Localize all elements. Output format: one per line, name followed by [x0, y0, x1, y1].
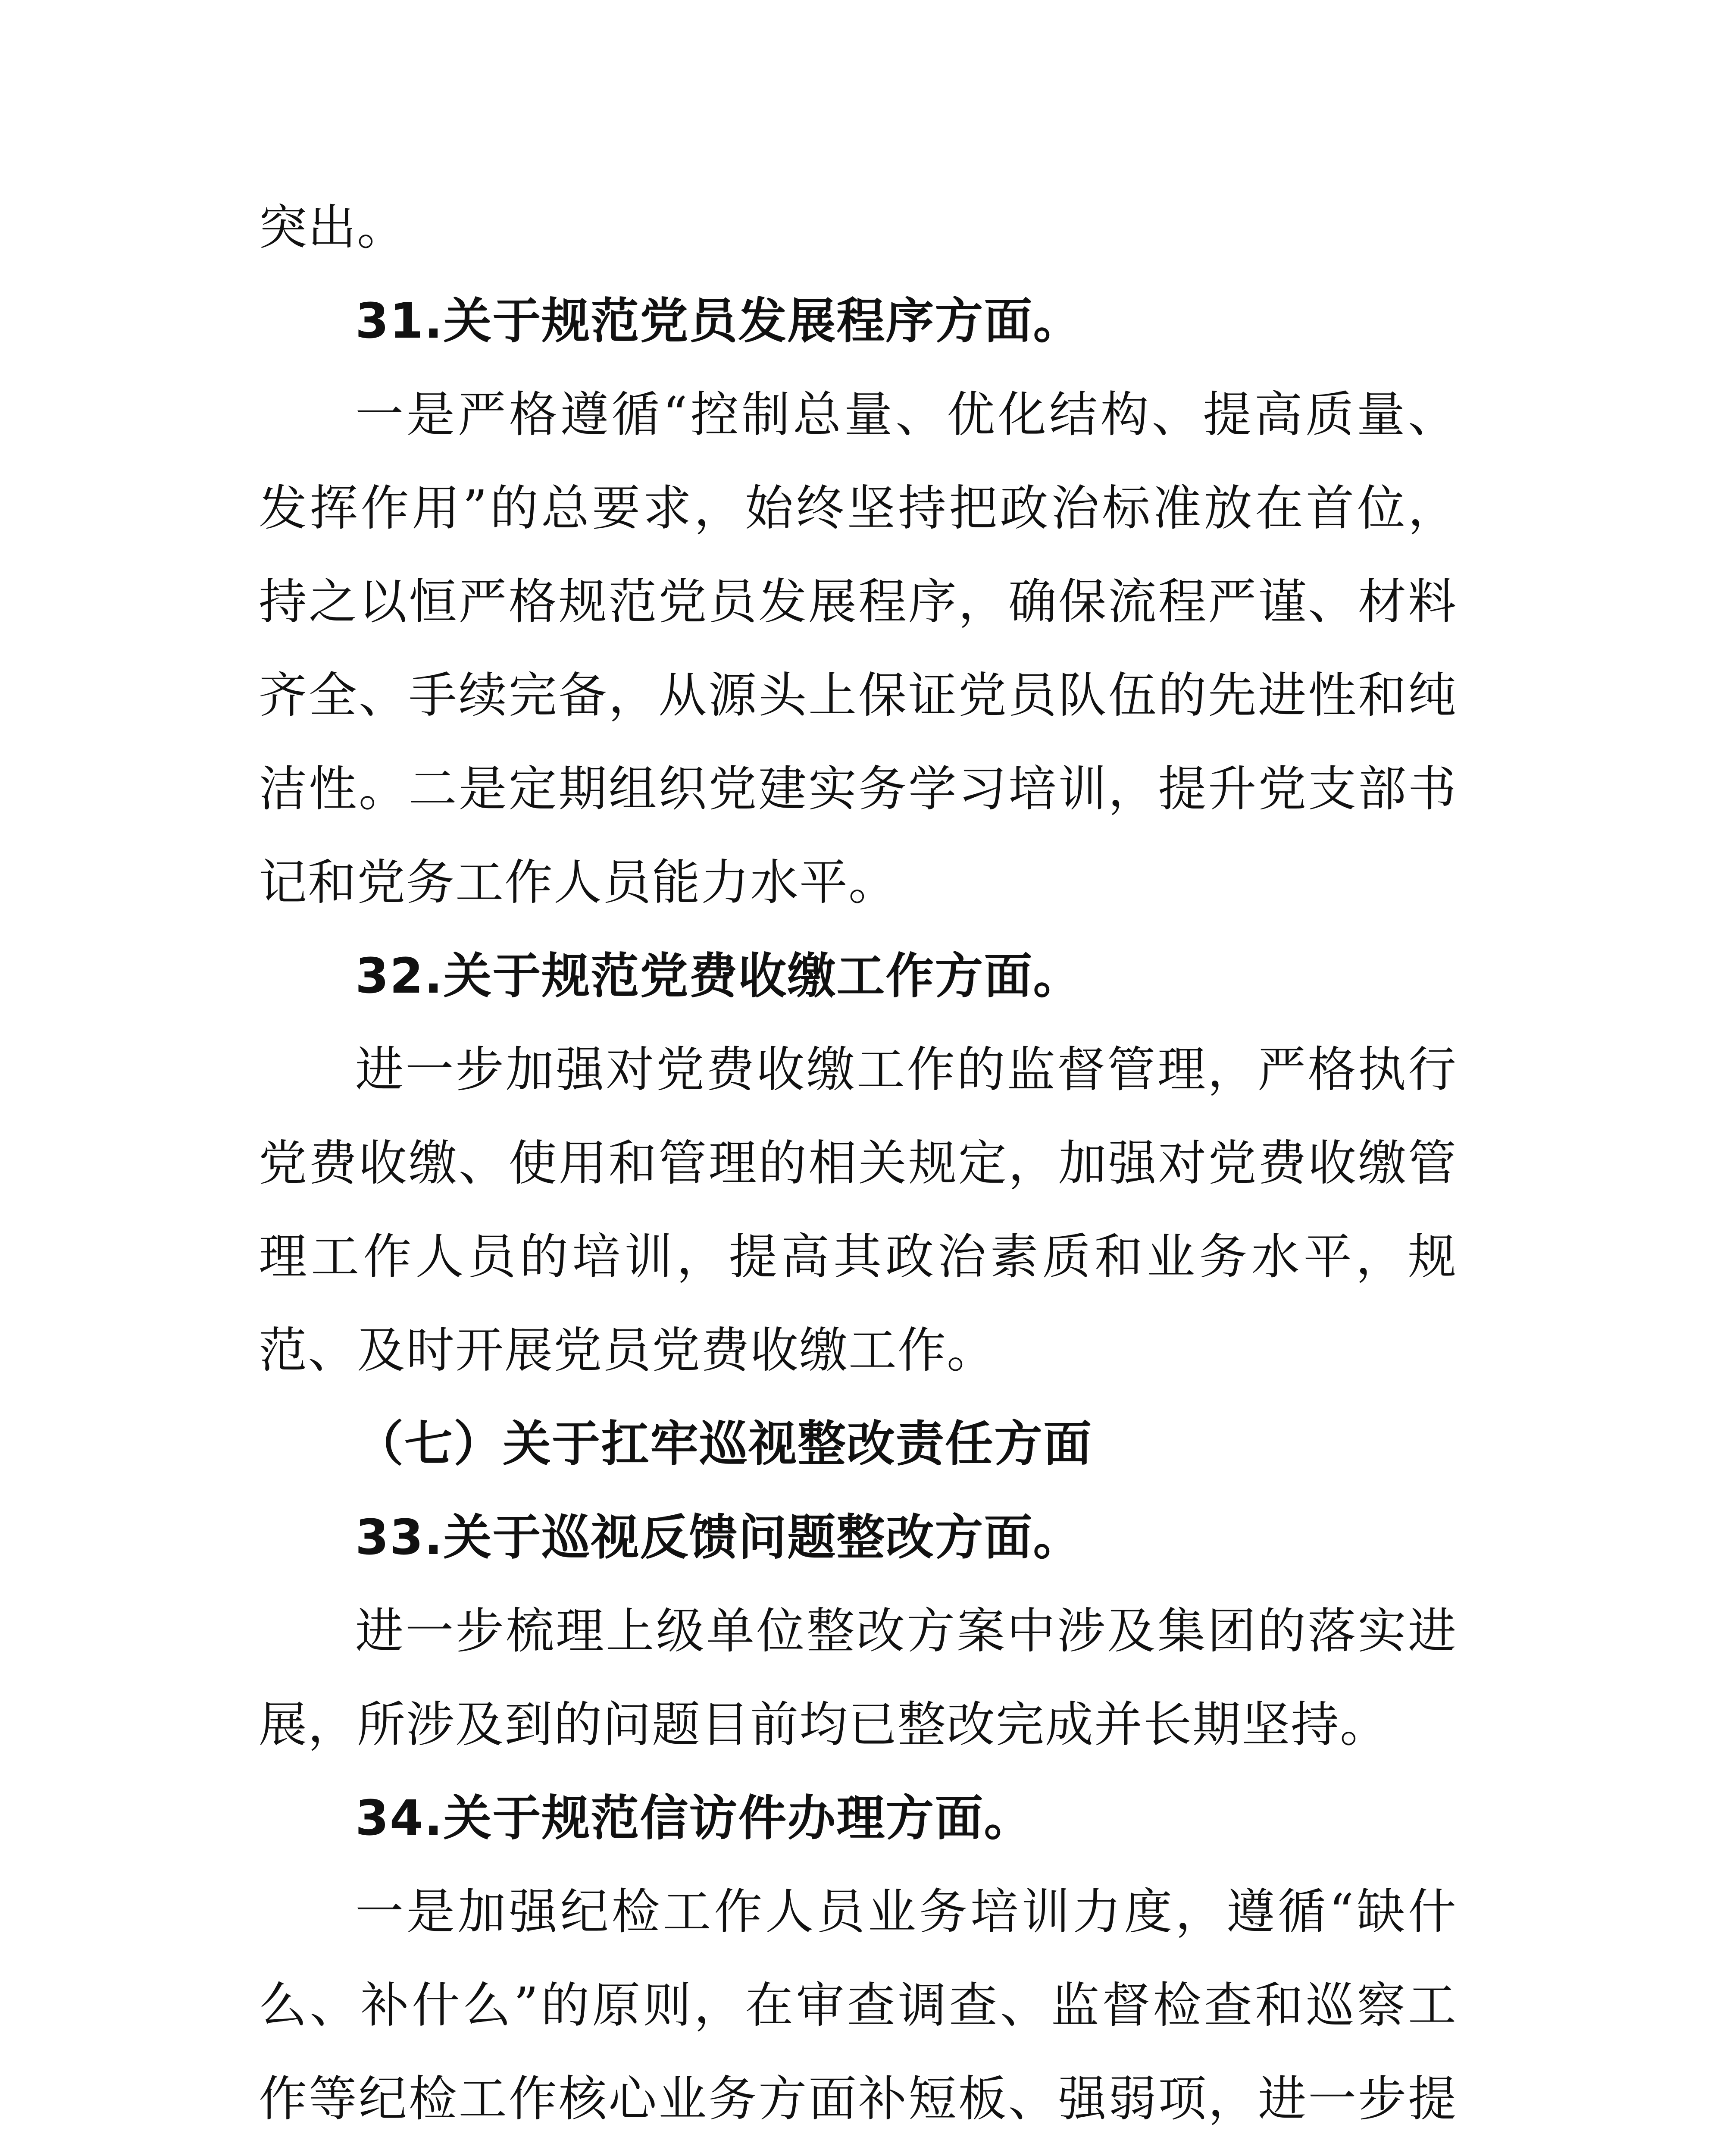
heading-32: 32.关于规范党费收缴工作方面。 [355, 948, 1082, 1004]
paragraph-33: 进一步梳理上级单位整改方案中涉及集团的落实进展，所涉及到的问题目前均已整改完成并长期坚持。 [259, 1603, 1457, 1753]
document-body [259, 181, 1457, 2156]
heading-33: 33.关于巡视反馈问题整改方面。 [355, 1510, 1082, 1566]
paragraph-34: 一是加强纪检工作人员业务培训力度，遵循“缺什么、补什么”的原则，在审查调查、监督检查和巡察工作等纪检工作核心业务方面补短板、强弱项，进一步提 [259, 1884, 1457, 2127]
paragraph-31: 一是严格遵循“控制总量、优化结构、提高质量、发挥作用”的总要求，始终坚持把政治标准放在首位，持之以恒严格规范党员发展程序，确保流程严谨、材料齐全、手续完备，从源头上保证党员队伍的先进性和纯洁性。二是定期组织党建实务学习培训，提升党支部书记和党务工作人员能力水平。 [259, 387, 1457, 911]
heading-34: 34.关于规范信访件办理方面。 [355, 1790, 1033, 1846]
paragraph-continuation: 突出。 [259, 200, 406, 256]
paragraph-32: 进一步加强对党费收缴工作的监督管理，严格执行党费收缴、使用和管理的相关规定，加强对党费收缴管理工作人员的培训，提高其政治素质和业务水平，规范、及时开展党员党费收缴工作。 [259, 1042, 1457, 1379]
heading-31: 31.关于规范党员发展程序方面。 [355, 293, 1082, 349]
section-heading-7: （七）关于扛牢巡视整改责任方面 [355, 1416, 1092, 1472]
